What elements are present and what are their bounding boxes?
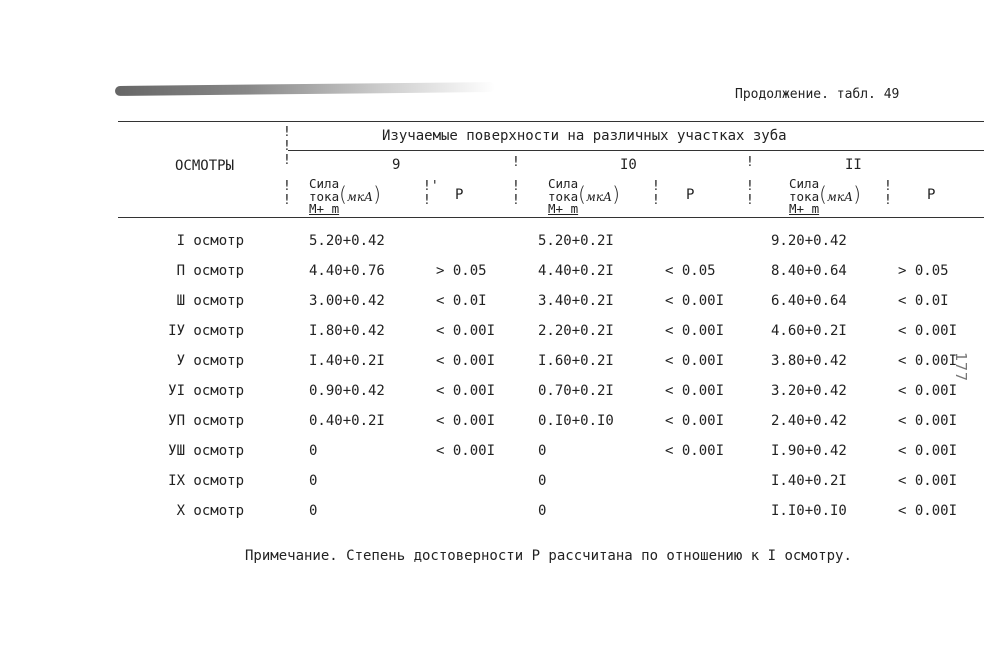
current-value-9: 3.00+0.42: [309, 293, 385, 309]
p-value-9: < 0.0I: [436, 293, 487, 309]
row-label: У осмотр: [176, 353, 244, 369]
continuation-label: Продолжение. табл. 49: [735, 87, 900, 102]
separator-mark: ! !: [652, 179, 660, 208]
current-value-10: I.60+0.2I: [538, 353, 614, 369]
current-value-9: 0: [309, 503, 318, 519]
header-bottom-rule: [118, 217, 984, 218]
p-value-9: < 0.00I: [436, 353, 496, 369]
current-value-11: 3.80+0.42: [771, 353, 847, 369]
site-header-11: II: [845, 157, 862, 173]
current-header-9: Сила тока(мкА) М+ m: [309, 176, 381, 216]
p-header-9: Р: [455, 187, 464, 203]
margin-page-mark: 177: [952, 352, 970, 383]
p-value-10: < 0.00I: [665, 323, 725, 339]
separator-mark: ! !: [884, 179, 892, 208]
p-value-10: < 0.00I: [665, 353, 725, 369]
p-value-9: < 0.00I: [436, 383, 496, 399]
current-value-10: 3.40+0.2I: [538, 293, 614, 309]
p-value-9: < 0.00I: [436, 323, 496, 339]
p-value-9: < 0.00I: [436, 413, 496, 429]
current-value-11: I.90+0.42: [771, 443, 847, 459]
row-label: X осмотр: [176, 503, 244, 519]
current-value-9: 0: [309, 443, 318, 459]
p-value-11: < 0.00I: [898, 443, 958, 459]
current-value-9: 0: [309, 473, 318, 489]
row-group-header: ОСМОТРЫ: [175, 158, 235, 174]
p-header-11: Р: [927, 187, 936, 203]
separator-mark: ! !: [512, 179, 520, 208]
row-label: IУ осмотр: [168, 323, 244, 339]
current-value-11: 2.40+0.42: [771, 413, 847, 429]
table-top-rule: [118, 121, 984, 122]
current-value-10: 0: [538, 503, 547, 519]
span-header: Изучаемые поверхности на различных участках зуба: [382, 128, 787, 144]
p-value-11: < 0.00I: [898, 503, 958, 519]
current-value-11: 9.20+0.42: [771, 233, 847, 249]
site-header-10: I0: [620, 157, 637, 173]
current-value-11: I.I0+0.I0: [771, 503, 847, 519]
current-value-11: 8.40+0.64: [771, 263, 847, 279]
site-header-9: 9: [392, 157, 401, 173]
current-value-10: 0: [538, 443, 547, 459]
p-value-10: < 0.00I: [665, 443, 725, 459]
span-header-rule: [288, 150, 984, 151]
current-value-9: 0.40+0.2I: [309, 413, 385, 429]
current-value-9: 5.20+0.42: [309, 233, 385, 249]
p-header-10: Р: [686, 187, 695, 203]
p-value-10: < 0.05: [665, 263, 716, 279]
row-label: I осмотр: [176, 233, 244, 249]
current-value-9: I.80+0.42: [309, 323, 385, 339]
p-value-9: > 0.05: [436, 263, 487, 279]
row-label: Ш осмотр: [176, 293, 244, 309]
p-value-11: < 0.00I: [898, 323, 958, 339]
p-value-10: < 0.00I: [665, 413, 725, 429]
p-value-10: < 0.00I: [665, 293, 725, 309]
separator-mark: !: [512, 155, 520, 170]
current-value-11: 3.20+0.42: [771, 383, 847, 399]
current-value-11: I.40+0.2I: [771, 473, 847, 489]
scan-artifact-stroke: [115, 82, 495, 96]
separator-mark: ! !: [283, 179, 291, 208]
p-value-10: < 0.00I: [665, 383, 725, 399]
current-value-10: 0: [538, 473, 547, 489]
table-note: Примечание. Степень достоверности Р рассчитана по отношению к I осмотру.: [245, 548, 852, 564]
current-value-10: 4.40+0.2I: [538, 263, 614, 279]
p-value-11: < 0.00I: [898, 413, 958, 429]
p-value-11: < 0.00I: [898, 473, 958, 489]
separator-mark: ! ! !: [283, 125, 291, 168]
current-value-10: 5.20+0.2I: [538, 233, 614, 249]
current-value-9: 4.40+0.76: [309, 263, 385, 279]
row-label: УШ осмотр: [168, 443, 244, 459]
row-label: УI осмотр: [168, 383, 244, 399]
current-value-10: 0.70+0.2I: [538, 383, 614, 399]
current-value-9: 0.90+0.42: [309, 383, 385, 399]
p-value-11: < 0.00I: [898, 383, 958, 399]
separator-mark: !: [746, 155, 754, 170]
row-label: УП осмотр: [168, 413, 244, 429]
current-value-9: I.40+0.2I: [309, 353, 385, 369]
p-value-11: < 0.00I: [898, 353, 958, 369]
separator-mark: !' !: [423, 179, 439, 208]
current-value-10: 0.I0+0.I0: [538, 413, 614, 429]
current-value-10: 2.20+0.2I: [538, 323, 614, 339]
current-header-10: Сила тока(мкА) М+ m: [548, 176, 620, 216]
separator-mark: ! !: [746, 179, 754, 208]
row-label: IX осмотр: [168, 473, 244, 489]
current-header-11: Сила тока(мкА) М+ m: [789, 176, 861, 216]
current-value-11: 6.40+0.64: [771, 293, 847, 309]
p-value-9: < 0.00I: [436, 443, 496, 459]
p-value-11: > 0.05: [898, 263, 949, 279]
p-value-11: < 0.0I: [898, 293, 949, 309]
current-value-11: 4.60+0.2I: [771, 323, 847, 339]
row-label: П осмотр: [176, 263, 244, 279]
